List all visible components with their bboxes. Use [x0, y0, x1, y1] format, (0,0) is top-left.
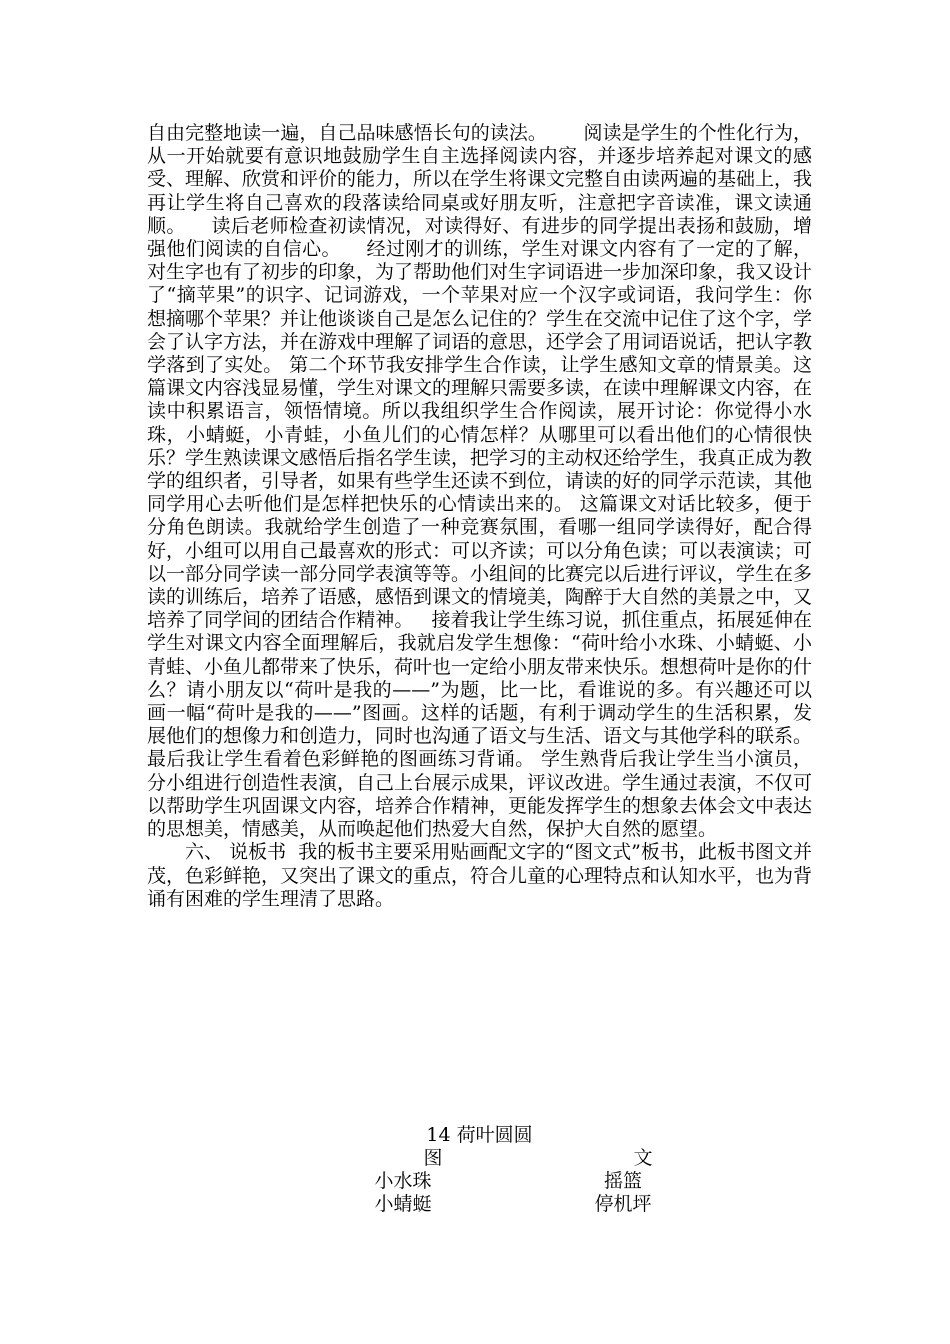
board-header-text: 文 — [633, 1147, 653, 1169]
board-row-picture: 小蜻蜓 — [374, 1193, 432, 1215]
board-header-row — [147, 1147, 812, 1170]
board-row — [147, 1170, 812, 1193]
paragraph-board-design: 六、 说板书 我的板书主要采用贴画配文字的“图文式”板书，此板书图文并茂，色彩鲜艳，又突出了课文的重点，符合儿童的心理特点和认知水平，也为背诵有困难的学生理清了思路。 — [147, 841, 813, 910]
blackboard-layout — [147, 1124, 812, 1216]
board-header-picture: 图 — [423, 1147, 443, 1169]
document-body — [147, 122, 812, 911]
board-row-text: 摇篮 — [603, 1170, 642, 1192]
board-row — [147, 1193, 812, 1216]
board-title: 14 荷叶圆圆 — [426, 1124, 533, 1146]
board-row-text: 停机坪 — [594, 1193, 652, 1215]
board-row-picture: 小水珠 — [374, 1170, 432, 1192]
paragraph-reading-methods: 自由完整地读一遍，自己品味感悟长句的读法。 阅读是学生的个性化行为，从一开始就要有意识地鼓励学生自主选择阅读内容，并逐步培养起对课文的感受、理解、欣赏和评价的能力，所以在学生将课文完整自由读两遍的基础上，我再让学生将自己喜欢的段落读给同桌或好朋友听，注意把字音读准，课文读通顺。 读后老师检查初读情况，对读得好、有进步的同学提出表扬和鼓励，增强他们阅读的自信心。 经过刚才的训练，学生对课文内容有了一定的了解，对生字也有了初步的印象，为了帮助他们对生字词语进一步加深印象，我又设计了“摘苹果”的识字、记词游戏，一个苹果对应一个汉字或词语，我问学生：你想摘哪个苹果？并让他谈谈自己是怎么记住的？学生在交流中记住了这个字，学会了认字方法，并在游戏中理解了词语的意思，还学会了用词语说话，把认字教学落到了实处。 第二个环节我安排学生合作读，让学生感知文章的情景美。这篇课文内容浅显易懂，学生对课文的理解只需要多读，在读中理解课文内容，在读中积累语言，领悟情境。所以我组织学生合作阅读，展开讨论：你觉得小水珠，小蜻蜓，小青蛙，小鱼儿们的心情怎样？从哪里可以看出他们的心情很快乐？学生熟读课文感悟后指名学生读，把学习的主动权还给学生，我真正成为教学的组织者，引导者，如果有些学生还读不到位，请读的好的同学示范读，其他同学用心去听他们是怎样把快乐的心情读出来的。 这篇课文对话比较多，便于分角色朗读。我就给学生创造了一种竞赛氛围，看哪一组同学读得好，配合得好，小组可以用自己最喜欢的形式：可以齐读；可以分角色读；可以表演读；可以一部分同学读一部分同学表演等等。小组间的比赛完以后进行评议，学生在多读的训练后，培养了语感，感悟到课文的情境美，陶醉于大自然的美景之中，又培养了同学间的团结合作精神。 接着我让学生练习说，抓住重点，拓展延伸在学生对课文内容全面理解后，我就启发学生想像：“荷叶给小水珠、小蜻蜓、小青蛙、小鱼儿都带来了快乐，荷叶也一定给小朋友带来快乐。想想荷叶是你的什么？请小朋友以“荷叶是我的——”为题，比一比，看谁说的多。有兴趣还可以画一幅“荷叶是我的——”图画。这样的话题，有利于调动学生的生活积累，发展他们的想像力和创造力，同时也沟通了语文与生活、语文与其他学科的联系。最后我让学生看着色彩鲜艳的图画练习背诵。 学生熟背后我让学生当小演员，分小组进行创造性表演，自己上台展示成果，评议改进。学生通过表演，不仅可以帮助学生巩固课文内容，培养合作精神，更能发挥学生的想象去体会文中表达的思想美，情感美，从而唤起他们热爱大自然，保护大自然的愿望。 — [147, 122, 813, 841]
